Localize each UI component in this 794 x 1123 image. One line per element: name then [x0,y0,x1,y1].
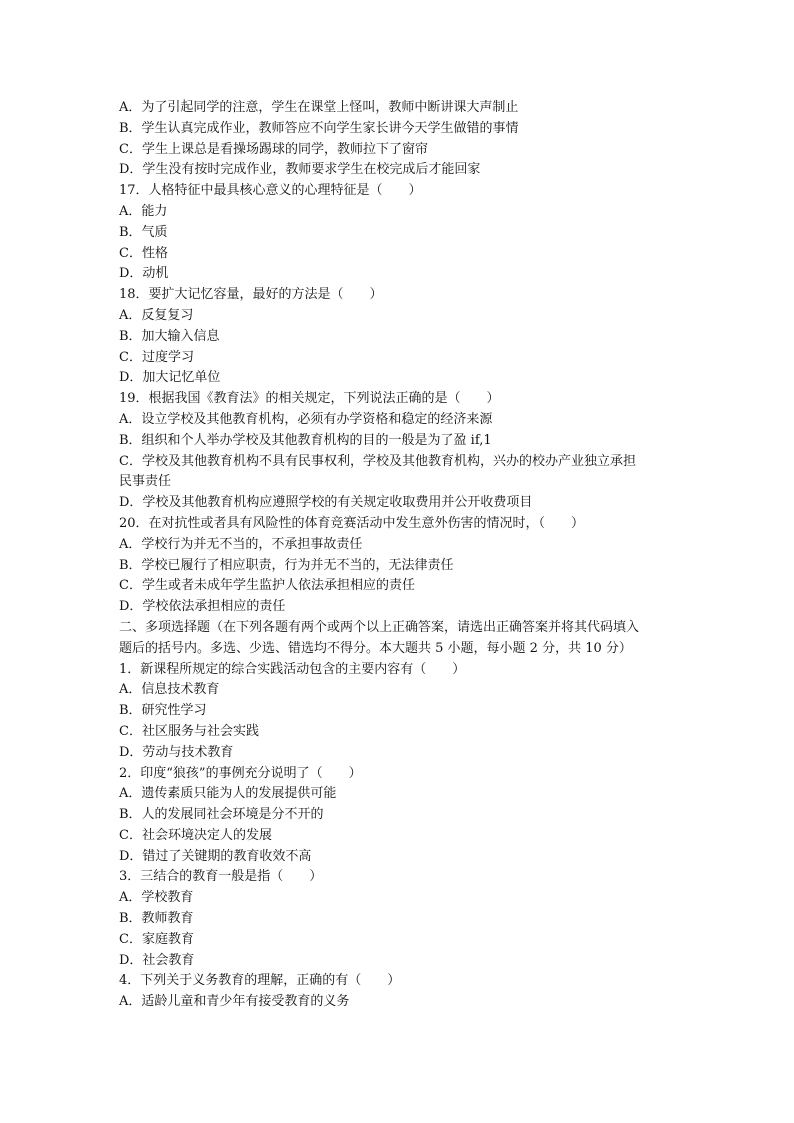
option-line: B．组织和个人举办学校及其他教育机构的目的一般是为了盈 if,1 [119,432,492,448]
question-mc-3: 3．三结合的教育一般是指（ ） [119,869,323,885]
question-20: 20．在对抗性或者具有风险性的体育竞赛活动中发生意外伤害的情况时，（ ） [119,515,585,531]
question-17: 17．人格特征中最具核心意义的心理特征是（ ） [119,183,422,199]
option-line: C．社会环境决定人的发展 [119,827,272,843]
option-line: D．社会教育 [119,952,195,968]
option-line: C．家庭教育 [119,931,194,947]
option-line: C．性格 [119,245,168,261]
option-line: A．设立学校及其他教育机构，必须有办学资格和稳定的经济来源 [119,411,493,427]
option-line: A．为了引起同学的注意，学生在课堂上怪叫，教师中断讲课大声制止 [119,100,519,115]
document-page [119,98,679,1013]
option-line: C．社区服务与社会实践 [119,723,259,739]
option-line: B．人的发展同社会环境是分不开的 [119,807,324,823]
option-line: D．错过了关键期的教育收效不高 [119,848,312,864]
option-line: A．学校行为并无不当的，不承担事故责任 [119,536,363,552]
option-line: B．教师教育 [119,911,194,927]
option-line: D．学生没有按时完成作业，教师要求学生在校完成后才能回家 [119,162,481,178]
option-line: B．加大输入信息 [119,328,220,344]
option-line: C．学生或者未成年学生监护人依法承担相应的责任 [119,578,415,594]
option-line: A．能力 [119,203,168,219]
option-line: D．劳动与技术教育 [119,744,234,760]
option-line: D．动机 [119,266,169,282]
option-line: D．学校及其他教育机构应遵照学校的有关规定收取费用并公开收费项目 [119,495,533,511]
option-line: B．气质 [119,224,168,240]
option-line: A．适龄儿童和青少年有接受教育的义务 [119,994,350,1010]
option-line: C．过度学习 [119,349,194,365]
option-line-continued: 民事责任 [119,474,172,490]
question-mc-1: 1．新课程所规定的综合实践活动包含的主要内容有（ ） [119,661,466,677]
option-line: B．研究性学习 [119,703,207,719]
question-mc-2: 2．印度“狼孩”的事例充分说明了（ ） [119,765,362,781]
question-19: 19．根据我国《教育法》的相关规定，下列说法正确的是（ ） [119,391,500,407]
option-line: D．学校依法承担相应的责任 [119,599,286,615]
option-line: B．学校已履行了相应职责，行为并无不当的，无法律责任 [119,557,454,573]
option-line: B．学生认真完成作业，教师答应不向学生家长讲今天学生做错的事情 [119,120,519,136]
section-heading: 二、多项选择题（在下列各题有两个或两个以上正确答案，请选出正确答案并将其代码填入 [119,619,640,635]
option-line: A．遗传素质只能为人的发展提供可能 [119,786,337,802]
question-mc-4: 4．下列关于义务教育的理解，正确的有（ ） [119,973,401,989]
section-heading-continued: 题后的括号内。多选、少选、错选均不得分。本大题共 5 小题，每小题 2 分，共 10 分） [119,640,632,656]
option-line: A．信息技术教育 [119,682,220,698]
option-line: A．反复复习 [119,307,194,323]
question-18: 18．要扩大记忆容量，最好的方法是（ ） [119,287,383,303]
option-line: D．加大记忆单位 [119,370,221,386]
option-line: C．学校及其他教育机构不具有民事权利，学校及其他教育机构，兴办的校办产业独立承担 [119,453,636,469]
option-line: A．学校教育 [119,890,194,906]
option-line: C．学生上课总是看操场踢球的同学，教师拉下了窗帘 [119,141,428,157]
